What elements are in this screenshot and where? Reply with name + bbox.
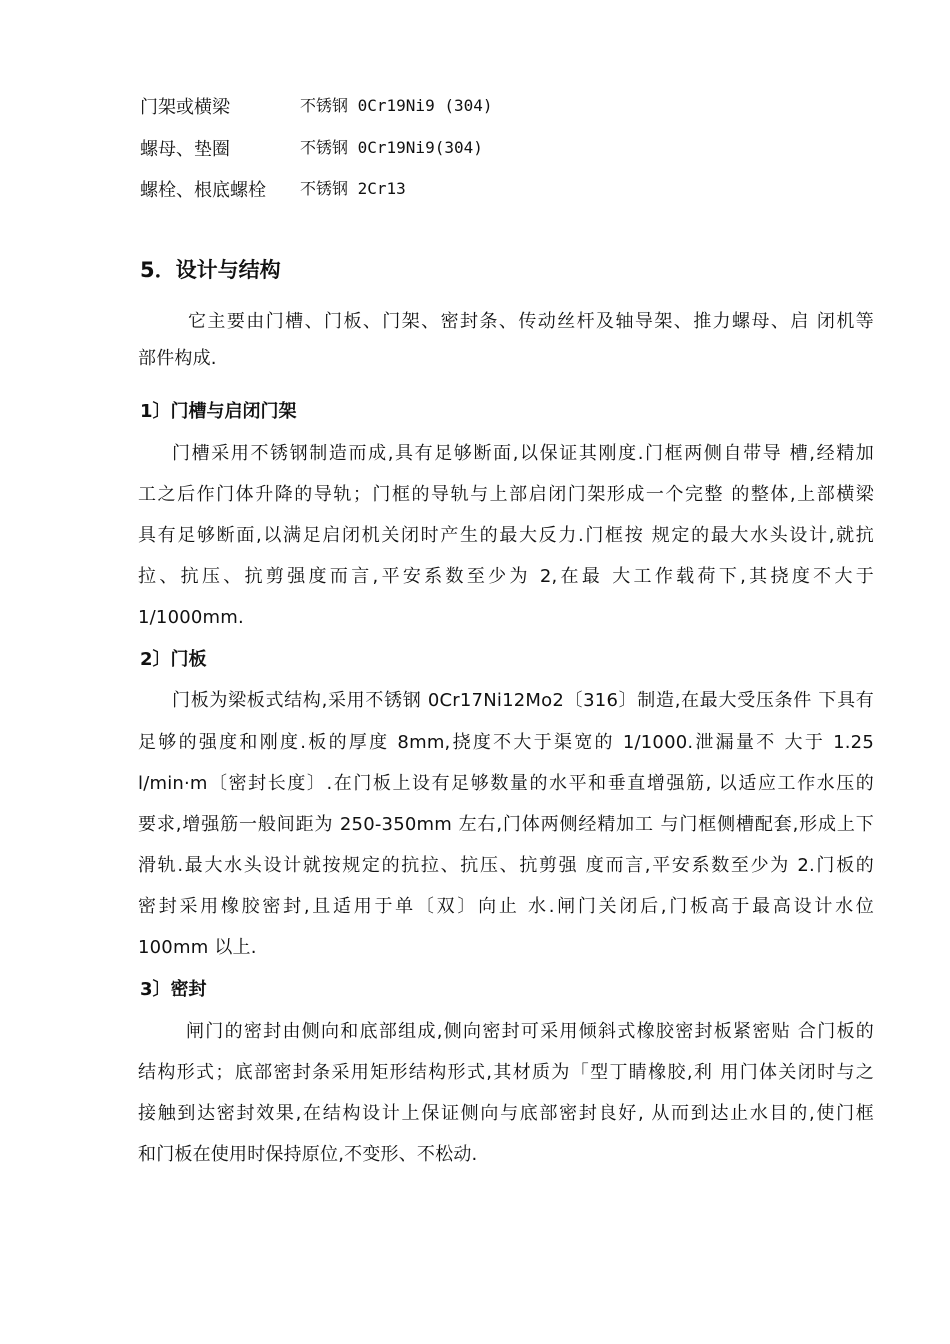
subsection-heading: 3〕密封 bbox=[140, 979, 207, 1000]
paragraph-line: 具有足够断面,以满足启闭机关闭时产生的最大反力.门框按 规定的最大水头设计,就抗 bbox=[138, 525, 874, 546]
material-value: 不锈钢 0Cr19Ni9 (304) bbox=[300, 96, 493, 115]
subsection-heading: 2〕门板 bbox=[140, 649, 207, 670]
paragraph-line: 接触到达密封效果,在结构设计上保证侧向与底部密封良好, 从而到达止水目的,使门框 bbox=[138, 1103, 874, 1124]
paragraph-line: 闸门的密封由侧向和底部组成,侧向密封可采用倾斜式橡胶密封板紧密贴 合门板的 bbox=[186, 1021, 874, 1042]
paragraph-line: 和门板在使用时保持原位,不变形、不松动. bbox=[138, 1144, 478, 1165]
subsection-heading: 1〕门槽与启闭门架 bbox=[140, 401, 297, 422]
paragraph-line: 滑轨.最大水头设计就按规定的抗拉、抗压、抗剪强 度而言,平安系数至少为 2.门板的 bbox=[138, 855, 874, 876]
paragraph-line: 工之后作门体升降的导轨；门框的导轨与上部启闭门架形成一个完整 的整体,上部横梁 bbox=[138, 484, 874, 505]
paragraph-line: 门板为梁板式结构,采用不锈钢 0Cr17Ni12Mo2〔316〕制造,在最大受压条件 下具有 bbox=[172, 690, 874, 711]
material-value: 不锈钢 2Cr13 bbox=[300, 179, 406, 198]
paragraph-line: 1/1000mm. bbox=[138, 607, 244, 628]
paragraph-line: 部件构成. bbox=[138, 348, 217, 369]
paragraph-line: 它主要由门槽、门板、门架、密封条、传动丝杆及轴导架、推力螺母、启 闭机等 bbox=[188, 311, 874, 332]
material-name: 螺母、垫圈 bbox=[140, 139, 230, 160]
paragraph-line: l/min·m〔密封长度〕.在门板上设有足够数量的水平和垂直增强筋, 以适应工作水压的 bbox=[138, 773, 874, 794]
paragraph-line: 足够的强度和刚度.板的厚度 8mm,挠度不大于渠宽的 1/1000.泄漏量不 大于 1.25 bbox=[138, 732, 874, 753]
paragraph-line: 结构形式；底部密封条采用矩形结构形式,其材质为「型丁睛橡胶,利 用门体关闭时与之 bbox=[138, 1062, 874, 1083]
material-value: 不锈钢 0Cr19Ni9(304) bbox=[300, 138, 483, 157]
paragraph-line: 拉、抗压、抗剪强度而言,平安系数至少为 2,在最 大工作载荷下,其挠度不大于 bbox=[138, 566, 874, 587]
material-name: 螺栓、根底螺栓 bbox=[140, 180, 266, 201]
paragraph-line: 密封采用橡胶密封,且适用于单〔双〕向止 水.闸门关闭后,门板高于最高设计水位 bbox=[138, 896, 874, 917]
paragraph-line: 100mm 以上. bbox=[138, 937, 257, 958]
section-heading: 5．设计与结构 bbox=[140, 258, 281, 282]
paragraph-line: 要求,增强筋一般间距为 250-350mm 左右,门体两侧经精加工 与门框侧槽配套,形成上下 bbox=[138, 814, 874, 835]
paragraph-line: 门槽采用不锈钢制造而成,具有足够断面,以保证其刚度.门框两侧自带导 槽,经精加 bbox=[172, 443, 874, 464]
material-name: 门架或横梁 bbox=[140, 97, 230, 118]
